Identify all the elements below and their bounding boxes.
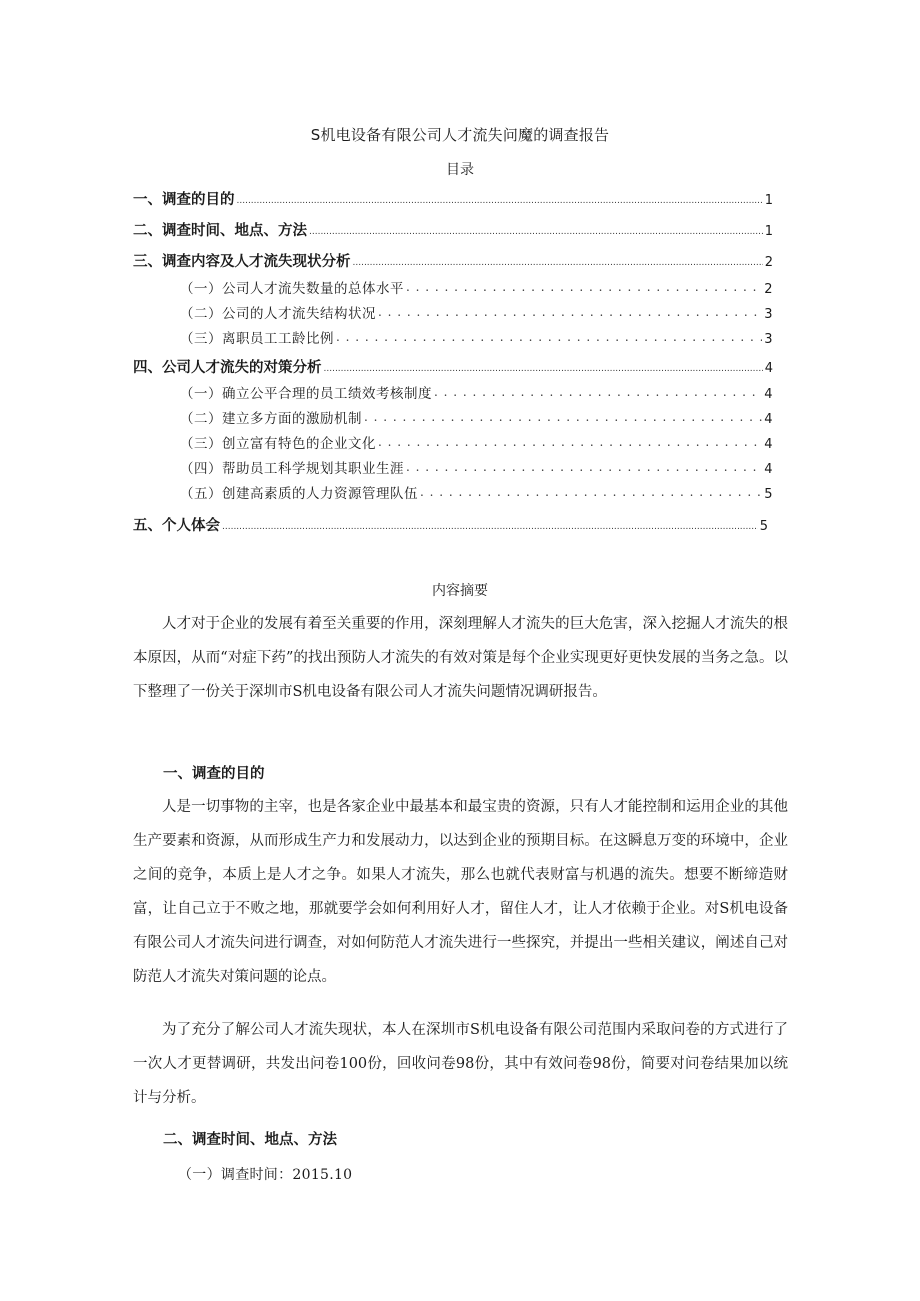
- toc-entry-label: （二）建立多方面的激励机制: [180, 411, 362, 427]
- toc-entry-label: 三、调查内容及人才流失现状分析: [133, 254, 351, 270]
- toc-entry-page: 1: [764, 193, 773, 208]
- toc-entry[interactable]: [133, 188, 773, 209]
- toc-entry[interactable]: [133, 514, 768, 535]
- toc-leader: [406, 460, 762, 474]
- toc-leader: [222, 516, 758, 531]
- abstract-heading: 内容摘要: [432, 583, 488, 599]
- abstract-paragraph: 人才对于企业的发展有着至关重要的作用，深刻理解人才流失的巨大危害，深入挖掘人才流失的根本原因，从而“对症下药”的找出预防人才流失的有效对策是每个企业实现更好更快发展的当务之急。以下整理了一份关于深圳市S机电设备有限公司人才流失问题情况调研报告。: [133, 616, 788, 700]
- toc-leader: [237, 190, 763, 205]
- toc-entry-label: （三）离职员工工龄比例: [180, 331, 334, 347]
- toc-entry-page: 2: [764, 282, 773, 297]
- toc-leader: [336, 330, 762, 344]
- toc-leader: [309, 221, 763, 236]
- toc-subentry[interactable]: [180, 482, 773, 502]
- toc-leader: [364, 410, 762, 424]
- toc-entry-label: （四）帮助员工科学规划其职业生涯: [180, 461, 404, 477]
- toc-subentry[interactable]: [180, 457, 773, 477]
- toc-entry-page: 4: [764, 361, 773, 376]
- toc-entry-page: 4: [764, 462, 773, 477]
- survey-time-line: （一）调查时间：2015.10: [178, 1167, 353, 1183]
- toc-entry-page: 5: [764, 487, 773, 502]
- toc-entry-label: （一）公司人才流失数量的总体水平: [180, 281, 404, 297]
- toc-leader: [406, 280, 762, 294]
- toc-entry-label: （三）创立富有特色的企业文化: [180, 436, 376, 452]
- toc-entry-page: 3: [764, 307, 773, 322]
- body-paragraph: 人是一切事物的主宰，也是各家企业中最基本和最宝贵的资源，只有人才能控制和运用企业的其他生产要素和资源，从而形成生产力和发展动力，以达到企业的预期目标。在这瞬息万变的环境中，企业之间的竞争，本质上是人才之争。如果人才流失，那么也就代表财富与机遇的流失。想要不断缔造财富，让自己立于不败之地，那就要学会如何利用好人才，留住人才，让人才依赖于企业。对S机电设备有限公司人才流失问进行调查，对如何防范人才流失进行一些探究，并提出一些相关建议，阐述自己对防范人才流失对策问题的论点。: [133, 799, 788, 985]
- toc-subentry[interactable]: [180, 407, 773, 427]
- section-heading: 二、调查时间、地点、方法: [163, 1132, 337, 1148]
- toc-leader: [353, 252, 763, 267]
- toc-entry-page: 5: [759, 519, 768, 534]
- document-title: S机电设备有限公司人才流失问魔的调查报告: [310, 126, 610, 144]
- toc-entry-label: 四、公司人才流失的对策分析: [133, 360, 322, 376]
- toc-subentry[interactable]: [180, 382, 773, 402]
- toc-entry-page: 1: [764, 224, 773, 239]
- toc-entry-page: 4: [764, 387, 773, 402]
- toc-entry-label: （五）创建高素质的人力资源管理队伍: [180, 486, 418, 502]
- toc-entry-label: 一、调查的目的: [133, 192, 235, 208]
- toc-subentry[interactable]: [180, 277, 773, 297]
- toc-entry[interactable]: [133, 356, 773, 377]
- section-heading: 一、调查的目的: [163, 766, 265, 782]
- toc-entry-label: 五、个人体会: [133, 518, 220, 534]
- toc-subentry[interactable]: [180, 432, 773, 452]
- toc-entry-page: 2: [764, 255, 773, 270]
- toc-entry-page: 4: [764, 412, 773, 427]
- body-paragraph: 为了充分了解公司人才流失现状，本人在深圳市S机电设备有限公司范围内采取问卷的方式进行了一次人才更替调研，共发出问卷100份，回收问卷98份，其中有效问卷98份，简要对问卷结果加以统计与分析。: [133, 1022, 788, 1106]
- toc-leader: [324, 358, 763, 373]
- toc-entry[interactable]: [133, 250, 773, 271]
- toc-subentry[interactable]: [180, 327, 773, 347]
- toc-leader: [378, 305, 762, 319]
- toc-entry-page: 3: [764, 332, 773, 347]
- toc-entry[interactable]: [133, 219, 773, 240]
- toc-leader: [378, 435, 762, 449]
- toc-heading: 目录: [446, 162, 474, 178]
- toc-entry-label: 二、调查时间、地点、方法: [133, 223, 307, 239]
- toc-entry-page: 4: [764, 437, 773, 452]
- toc-leader: [434, 385, 762, 399]
- toc-entry-label: （一）确立公平合理的员工绩效考核制度: [180, 386, 432, 402]
- toc-entry-label: （二）公司的人才流失结构状况: [180, 306, 376, 322]
- toc-leader: [420, 485, 762, 499]
- toc-subentry[interactable]: [180, 302, 773, 322]
